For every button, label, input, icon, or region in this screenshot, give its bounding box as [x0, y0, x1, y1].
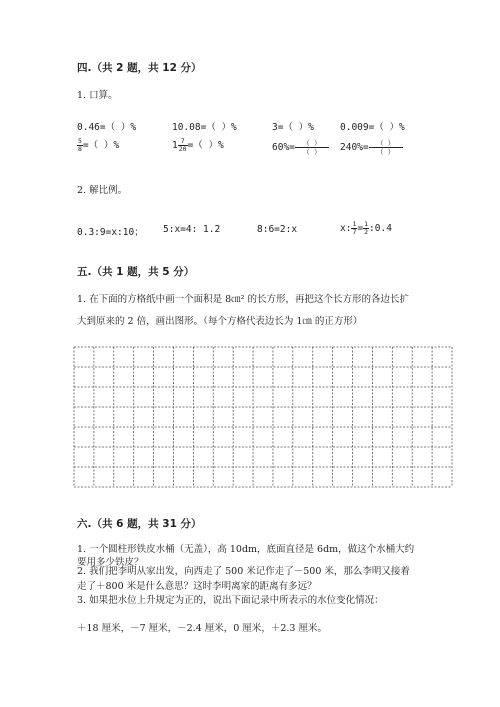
square-grid	[73, 346, 453, 488]
calc-item-4: 0.009=（ ）%	[340, 122, 405, 133]
question-text: 走了＋800 米是什么意思？这时李明离家的距离有多远？	[77, 581, 317, 592]
question-text: 1. 一个圆柱形铁皮水桶（无盖），高 10dm，底面直径是 6dm，做这个水桶大约	[77, 544, 415, 555]
question-text: 1. 在下面的方格纸中画一个面积是 8㎝² 的长方形，再把这个长方形的各边长扩	[77, 294, 409, 305]
question-text: 要用多少铁皮？	[77, 557, 144, 568]
question-text: ＋18 厘米，－7 厘米，－2.4 厘米，0 厘米，＋2.3 厘米。	[77, 623, 327, 634]
question-text: 2. 我们把李明从家出发，向西走了 500 米记作走了－500 米，那么李明又接着	[77, 566, 410, 577]
calc-item-3: 3=（ ）%	[272, 122, 314, 133]
blank-fraction: （ ） （ ）	[369, 139, 403, 156]
fraction: $\frac{1}{2}$	[364, 220, 369, 236]
question-text: 3. 如果把水位上升规定为正的，说出下面记录中所表示的水位变化情况：	[77, 595, 384, 606]
calc-item-6: 1 $\frac{7}{20}$ =（ ）%	[172, 137, 224, 153]
calc-item-5: $\frac{5}{8}$ =（ ）%	[78, 137, 120, 153]
question-2-label: 2. 解比例。	[77, 185, 128, 196]
fraction: $\frac{5}{8}$	[78, 137, 82, 153]
calc-item-7: 60%= （ ） （ ）	[272, 139, 329, 156]
blank-fraction: （ ） （ ）	[295, 139, 329, 156]
section-5-heading: 五.（共 1 题，共 5 分）	[77, 266, 195, 278]
ratio-item-3: 8:6=2:x	[257, 224, 298, 235]
question-text: 大到原来的 2 倍，画出图形。（每个方格代表边长为 1㎝ 的正方形）	[77, 316, 363, 327]
question-1-label: 1. 口算。	[77, 90, 118, 101]
ratio-item-2: 5:x=4: 1.2	[163, 224, 221, 235]
fraction: $\frac{1}{7}$	[352, 220, 357, 236]
calc-item-1: 0.46=（ ）%	[77, 122, 137, 133]
ratio-item-4: x: $\frac{1}{7}$ = $\frac{1}{2}$ :0.4	[340, 220, 392, 236]
calc-item-8: 240%= （ ） （ ）	[340, 139, 403, 156]
fraction: $\frac{7}{20}$	[178, 137, 187, 153]
section-6-heading: 六.（共 6 题，共 31 分）	[77, 518, 202, 530]
ratio-item-1: 0.3:9=x:10；	[77, 227, 144, 238]
calc-item-2: 10.08=（ ）%	[172, 122, 237, 133]
section-4-heading: 四.（共 2 题，共 12 分）	[77, 62, 202, 74]
